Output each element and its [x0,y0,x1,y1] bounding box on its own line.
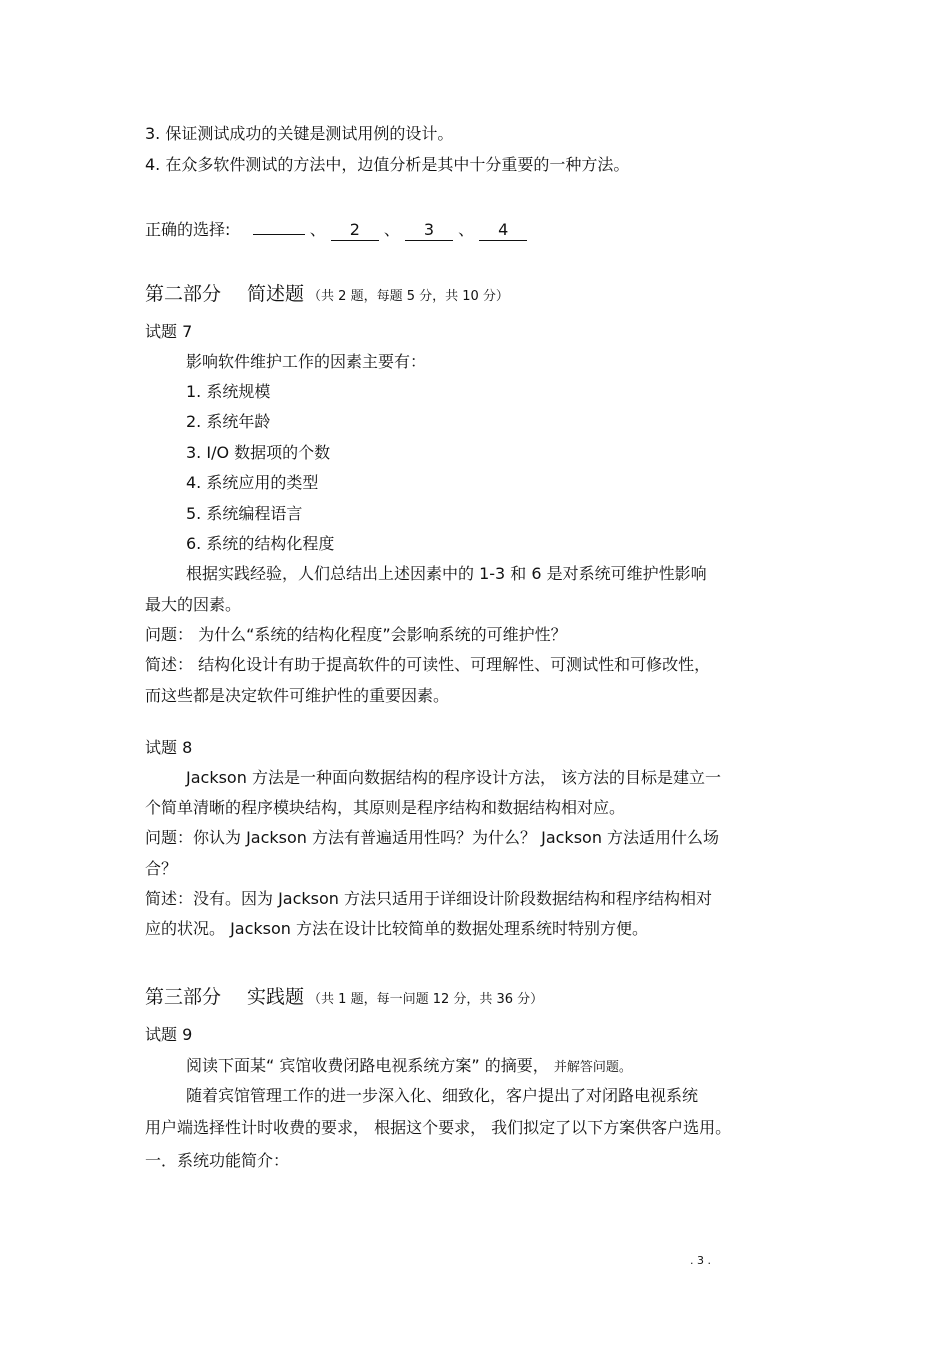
q9-intro-main: 阅读下面某“ 宾馆收费闭路电视系统方案” 的摘要， [186,1056,549,1075]
q7-intro: 影响软件维护工作的因素主要有： [186,352,427,371]
q8-text-cont: 个简单清晰的程序模块结构，其原则是程序结构和数据结构相对应。 [145,798,626,817]
q7-conclusion: 根据实践经验，人们总结出上述因素中的 1-3 和 6 是对系统可维护性影响 [186,564,707,583]
part2-note: （共 2 题，每题 5 分，共 10 分） [308,289,509,304]
answer-separator: 、 [383,220,400,239]
q9-paragraph: 随着宾馆管理工作的进一步深入化、细致化，客户提出了对闭路电视系统 [186,1086,699,1105]
q9-paragraph-cont: 用户端选择性计时收费的要求， 根据这个要求， 我们拟定了以下方案供客户选用。 [145,1118,732,1137]
answer-blank-2: 2 [331,221,379,241]
q8-question-cont: 合？ [145,859,178,878]
q7-question: 问题： 为什么“系统的结构化程度”会影响系统的可维护性？ [145,625,567,644]
answer-blank-3: 3 [405,221,453,241]
answer-separator: 、 [458,220,475,239]
answer-row [145,215,527,239]
q7-label: 试题 7 [145,322,193,341]
answer-label: 正确的选择: [145,220,231,239]
q7-factor: 5. 系统编程语言 [186,504,303,523]
part2-title: 第二部分 [145,283,222,305]
q9-section-title: 一．系统功能简介： [145,1151,290,1170]
part2-heading [145,282,509,306]
q7-answer-cont: 而这些都是决定软件可维护性的重要因素。 [145,686,450,705]
part2-subtitle: 简述题 [247,283,305,305]
q9-label: 试题 9 [145,1025,193,1044]
q8-question: 问题：你认为 Jackson 方法有普遍适用性吗？为什么？ Jackson 方法适用什么场 [145,828,720,847]
q7-answer: 简述： 结构化设计有助于提高软件的可读性、可理解性、可测试性和可修改性， [145,655,711,674]
q7-factor: 2. 系统年龄 [186,412,271,431]
q7-factor: 3. I/O 数据项的个数 [186,443,331,462]
q7-conclusion-cont: 最大的因素。 [145,595,242,614]
q9-intro-small: 并解答问题。 [553,1060,632,1075]
part3-heading [145,985,543,1009]
q8-answer-cont: 应的状况。 Jackson 方法在设计比较简单的数据处理系统时特别方便。 [145,919,649,938]
q7-factor: 6. 系统的结构化程度 [186,534,335,553]
test-statement-3: 3. 保证测试成功的关键是测试用例的设计。 [145,124,454,143]
part3-title: 第三部分 [145,986,222,1008]
q7-factor: 4. 系统应用的类型 [186,473,319,492]
test-statement-4: 4. 在众多软件测试的方法中，边值分析是其中十分重要的一种方法。 [145,155,630,174]
answer-separator: 、 [309,220,326,239]
q7-factor: 1. 系统规模 [186,382,271,401]
q8-text: Jackson 方法是一种面向数据结构的程序设计方法， 该方法的目标是建立一 [186,768,722,787]
part3-note: （共 1 题，每一问题 12 分，共 36 分） [308,992,544,1007]
q9-intro [186,1056,632,1076]
q8-answer: 简述：没有。因为 Jackson 方法只适用于详细设计阶段数据结构和程序结构相对 [145,889,713,908]
answer-blank-4: 4 [479,221,527,241]
answer-blank-1 [253,215,305,235]
page-number: . 3 . [690,1254,711,1267]
q8-label: 试题 8 [145,738,193,757]
part3-subtitle: 实践题 [247,986,305,1008]
